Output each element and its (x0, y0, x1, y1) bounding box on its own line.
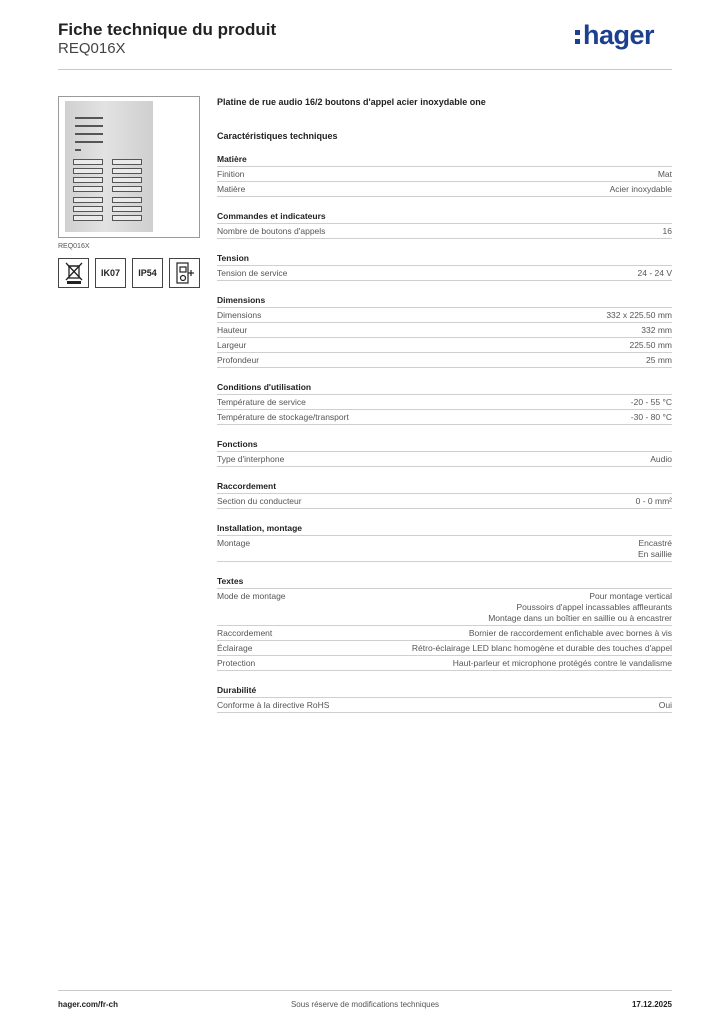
spec-row (217, 323, 672, 338)
spec-value-line: Poussoirs d'appel incassables affleurants (516, 602, 672, 612)
spec-value-line: Encastré (638, 538, 672, 548)
spec-section (217, 211, 672, 239)
door-station-plate-icon (65, 101, 153, 232)
footer-disclaimer: Sous réserve de modifications techniques (290, 1000, 440, 1009)
spec-value (488, 591, 672, 624)
spec-label: Section du conducteur (217, 496, 302, 506)
product-reference: REQ016X (58, 40, 126, 57)
spec-row (217, 536, 672, 562)
spec-value-line: Montage dans un boîtier en saillie ou à encastrer (488, 613, 672, 623)
spec-section-title: Fonctions (217, 439, 672, 452)
spec-value: 225.50 mm (629, 340, 672, 350)
spec-value: Mat (657, 169, 672, 179)
product-visual-column (58, 96, 200, 288)
spec-label: Conforme à la directive RoHS (217, 700, 330, 710)
spec-label: Matière (217, 184, 246, 194)
spec-value: Oui (658, 700, 672, 710)
spec-section-title: Tension (217, 253, 672, 266)
spec-row (217, 452, 672, 467)
spec-section (217, 253, 672, 281)
spec-value: -20 - 55 °C (630, 397, 672, 407)
spec-row (217, 698, 672, 713)
spec-section-title: Conditions d'utilisation (217, 382, 672, 395)
spec-label: Raccordement (217, 628, 273, 638)
document-title: Fiche technique du produit (58, 20, 277, 39)
spec-section-title: Matière (217, 154, 672, 167)
spec-label: Mode de montage (217, 591, 286, 601)
logo-text: hager (582, 19, 654, 50)
spec-value: Audio (650, 454, 672, 464)
spec-label: Éclairage (217, 643, 253, 653)
ik-rating-badge: IK07 (95, 258, 126, 288)
specifications-title: Caractéristiques techniques (217, 131, 338, 141)
spec-row (217, 266, 672, 281)
hager-logo (575, 20, 654, 50)
product-name: Platine de rue audio 16/2 boutons d'appel acier inoxydable one (217, 97, 486, 107)
spec-label: Finition (217, 169, 245, 179)
spec-row (217, 641, 672, 656)
spec-section (217, 154, 672, 197)
spec-section (217, 295, 672, 368)
spec-row (217, 494, 672, 509)
spec-label: Hauteur (217, 325, 248, 335)
footer-website-link[interactable]: hager.com/fr-ch (58, 1000, 119, 1009)
spec-value: 0 - 0 mm² (635, 496, 672, 506)
spec-row (217, 308, 672, 323)
spec-row (217, 656, 672, 671)
spec-value: 332 x 225.50 mm (606, 310, 672, 320)
product-image (58, 96, 200, 238)
spec-value (638, 538, 672, 560)
spec-row (217, 395, 672, 410)
spec-section (217, 685, 672, 713)
spec-value: Haut-parleur et microphone protégés contre le vandalisme (452, 658, 672, 668)
spec-label: Dimensions (217, 310, 262, 320)
spec-row (217, 626, 672, 641)
spec-section-title: Installation, montage (217, 523, 672, 536)
spec-section-title: Dimensions (217, 295, 672, 308)
spec-value: Acier inoxydable (609, 184, 672, 194)
page-header (58, 20, 672, 70)
image-caption: REQ016X (58, 243, 90, 250)
page-footer (58, 990, 672, 1014)
spec-value: 16 (662, 226, 672, 236)
spec-label: Protection (217, 658, 256, 668)
spec-label: Nombre de boutons d'appels (217, 226, 326, 236)
spec-value: Rétro-éclairage LED blanc homogène et durable des touches d'appel (411, 643, 672, 653)
spec-section-title: Commandes et indicateurs (217, 211, 672, 224)
spec-section-title: Durabilité (217, 685, 672, 698)
spec-section-title: Raccordement (217, 481, 672, 494)
logo-dots-icon (575, 30, 580, 44)
installation-symbol-icon (169, 258, 200, 288)
spec-value: 24 - 24 V (637, 268, 672, 278)
spec-section (217, 382, 672, 425)
spec-value: -30 - 80 °C (630, 412, 672, 422)
spec-value-line: Pour montage vertical (589, 591, 672, 601)
spec-label: Profondeur (217, 355, 260, 365)
spec-row (217, 410, 672, 425)
spec-label: Montage (217, 538, 251, 548)
certification-badges (58, 258, 200, 288)
spec-section (217, 481, 672, 509)
spec-sections (217, 154, 672, 713)
footer-date: 17.12.2025 (631, 1000, 672, 1009)
spec-value: 332 mm (641, 325, 672, 335)
spec-row (217, 353, 672, 368)
spec-row (217, 338, 672, 353)
specifications-column (217, 96, 672, 713)
spec-row (217, 167, 672, 182)
spec-section (217, 576, 672, 671)
spec-value: Bornier de raccordement enfichable avec bornes à vis (468, 628, 672, 638)
spec-label: Type d'interphone (217, 454, 285, 464)
spec-section (217, 523, 672, 562)
spec-row (217, 224, 672, 239)
spec-value-line: En saillie (637, 549, 672, 559)
spec-row (217, 589, 672, 626)
spec-value: 25 mm (646, 355, 672, 365)
spec-section-title: Textes (217, 576, 672, 589)
spec-label: Température de stockage/transport (217, 412, 349, 422)
spec-label: Température de service (217, 397, 306, 407)
ip-rating-badge: IP54 (132, 258, 163, 288)
weee-crossed-bin-icon (58, 258, 89, 288)
spec-label: Largeur (217, 340, 247, 350)
spec-label: Tension de service (217, 268, 288, 278)
spec-section (217, 439, 672, 467)
spec-row (217, 182, 672, 197)
